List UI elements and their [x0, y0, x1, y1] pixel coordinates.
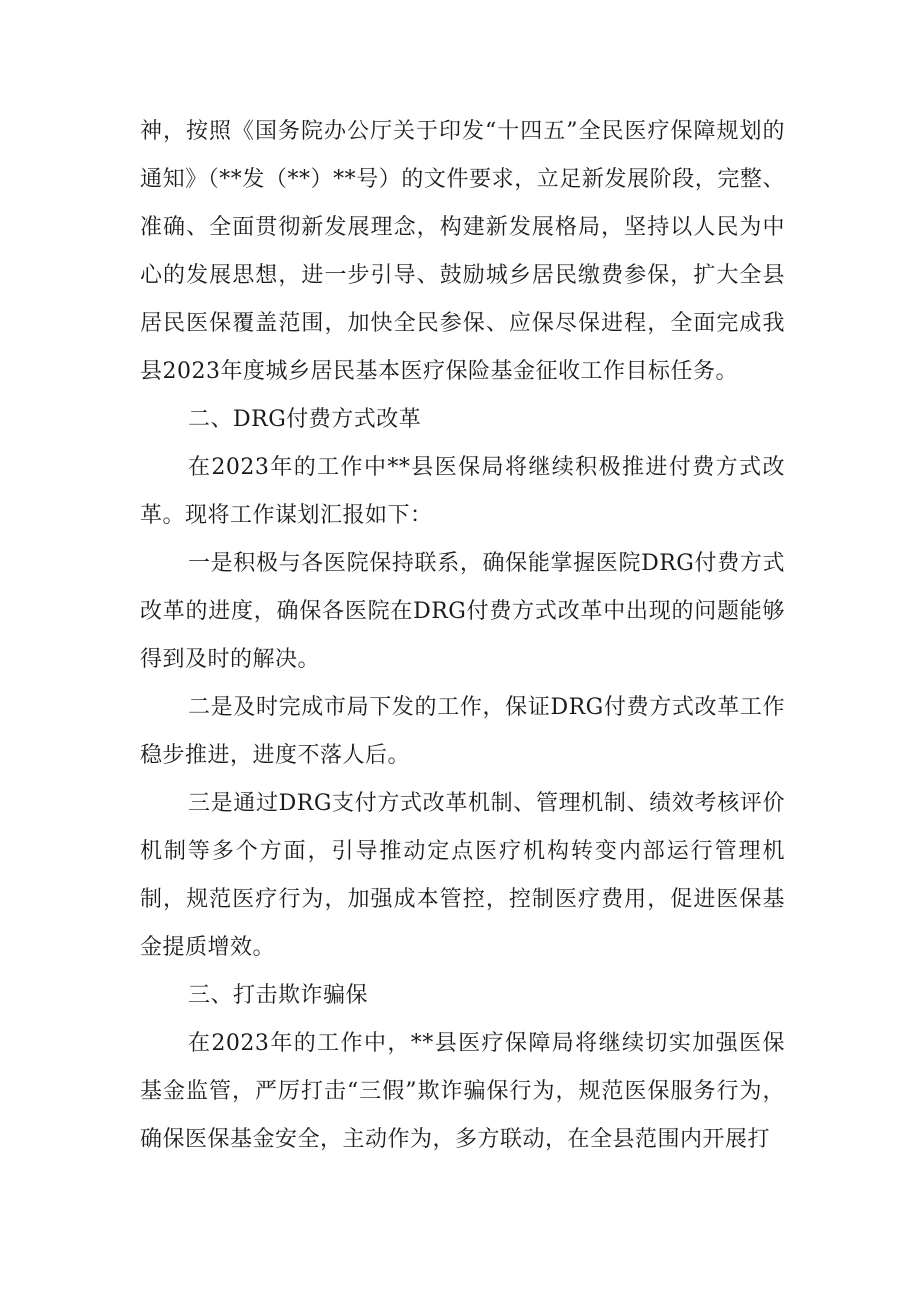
section-heading-drg: 二、DRG付费方式改革	[188, 407, 422, 432]
document-body	[140, 108, 785, 1164]
paragraph-drg-item-3: 三是通过DRG支付方式改革机制、管理机制、绩效考核评价机制等多个方面，引导推动定点医疗机构转变内部运行管理机制，规范医疗行为，加强成本管控，控制医疗费用，促进医保基金提质增效。	[140, 791, 785, 960]
paragraph-drg-item-2: 二是及时完成市局下发的工作，保证DRG付费方式改革工作稳步推进，进度不落人后。	[140, 695, 785, 768]
paragraph-fraud-intro: 在2023年的工作中，**县医疗保障局将继续切实加强医保基金监管，严厉打击“三假”欺诈骗保行为，规范医保服务行为，确保医保基金安全，主动作为，多方联动，在全县范围内开展打	[140, 1031, 785, 1152]
paragraph-drg-item-1: 一是积极与各医院保持联系，确保能掌握医院DRG付费方式改革的进度，确保各医院在DRG付费方式改革中出现的问题能够得到及时的解决。	[140, 551, 785, 672]
section-heading-fraud: 三、打击欺诈骗保	[188, 983, 369, 1008]
paragraph-continuation: 神，按照《国务院办公厅关于印发“十四五”全民医疗保障规划的通知》（**发（**）**号）的文件要求，立足新发展阶段，完整、准确、全面贯彻新发展理念，构建新发展格局，坚持以人民为中心的发展思想，进一步引导、鼓励城乡居民缴费参保，扩大全县居民医保覆盖范围，加快全民参保、应保尽保进程，全面完成我县2023年度城乡居民基本医疗保险基金征收工作目标任务。	[140, 119, 785, 384]
paragraph-drg-intro: 在2023年的工作中**县医保局将继续积极推进付费方式改革。现将工作谋划汇报如下：	[140, 455, 785, 528]
